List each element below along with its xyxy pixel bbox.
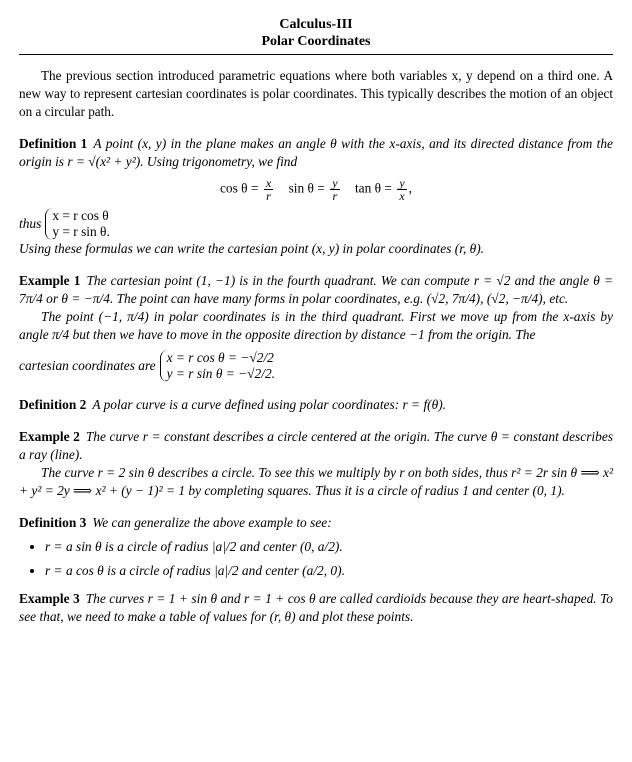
polar-eq-x: x = r cos θ: [52, 208, 109, 223]
example-1-system: [19, 350, 613, 382]
example-2-p1: The curve r = constant describes a circle centered at the origin. The curve θ = constant describes a ray (line).: [19, 429, 613, 462]
example-1-label: Example 1: [19, 273, 81, 288]
tan-label: tan θ =: [354, 180, 392, 196]
definition-1-after: Using these formulas we can write the cartesian point (x, y) in polar coordinates (r, θ).: [19, 241, 485, 256]
sin-den: r: [332, 189, 338, 203]
example-2-label: Example 2: [19, 429, 80, 444]
list-item: • r = a sin θ is a circle of radius |a|/2 and center (0, a/2).: [45, 538, 613, 556]
title-rule: [19, 54, 613, 55]
sin-num: y: [332, 176, 338, 190]
definition-3-text: We can generalize the above example to see:: [92, 515, 332, 530]
definition-3: [19, 514, 613, 580]
list-item: • r = a cos θ is a circle of radius |a|/2 and center (a/2, 0).: [45, 562, 613, 580]
cartesian-eq-y: y = r sin θ = −√2/2.: [166, 366, 275, 381]
definition-1-system: [19, 208, 613, 240]
polar-system: [45, 208, 110, 240]
definition-2-text: A polar curve is a curve defined using polar coordinates: r = f(θ).: [92, 397, 447, 412]
sin-label: sin θ =: [288, 180, 325, 196]
thus-label: thus: [19, 216, 42, 231]
example-1: [19, 272, 613, 382]
example-3-text: The curves r = 1 + sin θ and r = 1 + cos θ are called cardioids because they are heart-shaped. To see that, we need to make a table of values for (r, θ) and plot these points.: [19, 591, 613, 624]
tan-num: y: [399, 176, 405, 190]
definition-1-label: Definition 1: [19, 136, 88, 151]
course-title: Calculus-III: [279, 17, 353, 32]
definition-3-label: Definition 3: [19, 515, 87, 530]
cartesian-eq-x: x = r cos θ = −√2/2: [166, 350, 274, 365]
example-3-label: Example 3: [19, 591, 80, 606]
definition-2-label: Definition 2: [19, 397, 87, 412]
cos-den: r: [266, 189, 271, 203]
example-1-p2: The point (−1, π/4) in polar coordinates is in the third quadrant. First we move up from the x-axis by angle π/4 but then we have to move in the opposite direction by distance −1 from the origin. The: [19, 309, 613, 342]
trig-formulas: cos θ = $\frac{x}{r}$ sin θ = $\frac{y}{r}$ tan θ = $\frac{y}{x}$ ,: [219, 176, 413, 203]
definition-3-list: [19, 538, 613, 580]
intro-paragraph: The previous section introduced parametric equations where both variables x, y depend on a third one. A new way to represent cartesian coordinates is polar coordinates. This typically describes the motion of an object on a circular path.: [19, 68, 613, 119]
cos-label: cos θ =: [219, 180, 259, 196]
document-page: [19, 16, 613, 626]
topic-title: Polar Coordinates: [261, 34, 371, 49]
example-2: [19, 428, 613, 500]
polar-eq-y: y = r sin θ.: [52, 224, 110, 239]
definition-2: [19, 396, 613, 414]
example-1-p1: The cartesian point (1, −1) is in the fourth quadrant. We can compute r = √2 and the angle θ = 7π/4 or θ = −π/4. The point can have many forms in polar coordinates, e.g. (√2, 7π/4), (√2, −π/4), etc.: [19, 273, 613, 306]
cartesian-label: cartesian coordinates are: [19, 358, 156, 373]
example-2-p2: The curve r = 2 sin θ describes a circle. To see this we multiply by r on both sides, thus r² = 2r sin θ ⟹ x² + y² = 2y ⟹ x² + (y − 1)² = 1 by completing squares. Thus it is a circle of radius 1 and center (0, 1).: [19, 465, 613, 498]
cartesian-system: [160, 350, 275, 382]
cos-num: x: [265, 176, 272, 190]
tan-den: x: [399, 189, 405, 203]
definition-1: [19, 135, 613, 258]
example-3: [19, 590, 613, 626]
definition-1-text: A point (x, y) in the plane makes an angle θ with the x-axis, and its directed distance from the origin is r = √(x² + y²). Using trigonometry, we find: [19, 136, 614, 169]
